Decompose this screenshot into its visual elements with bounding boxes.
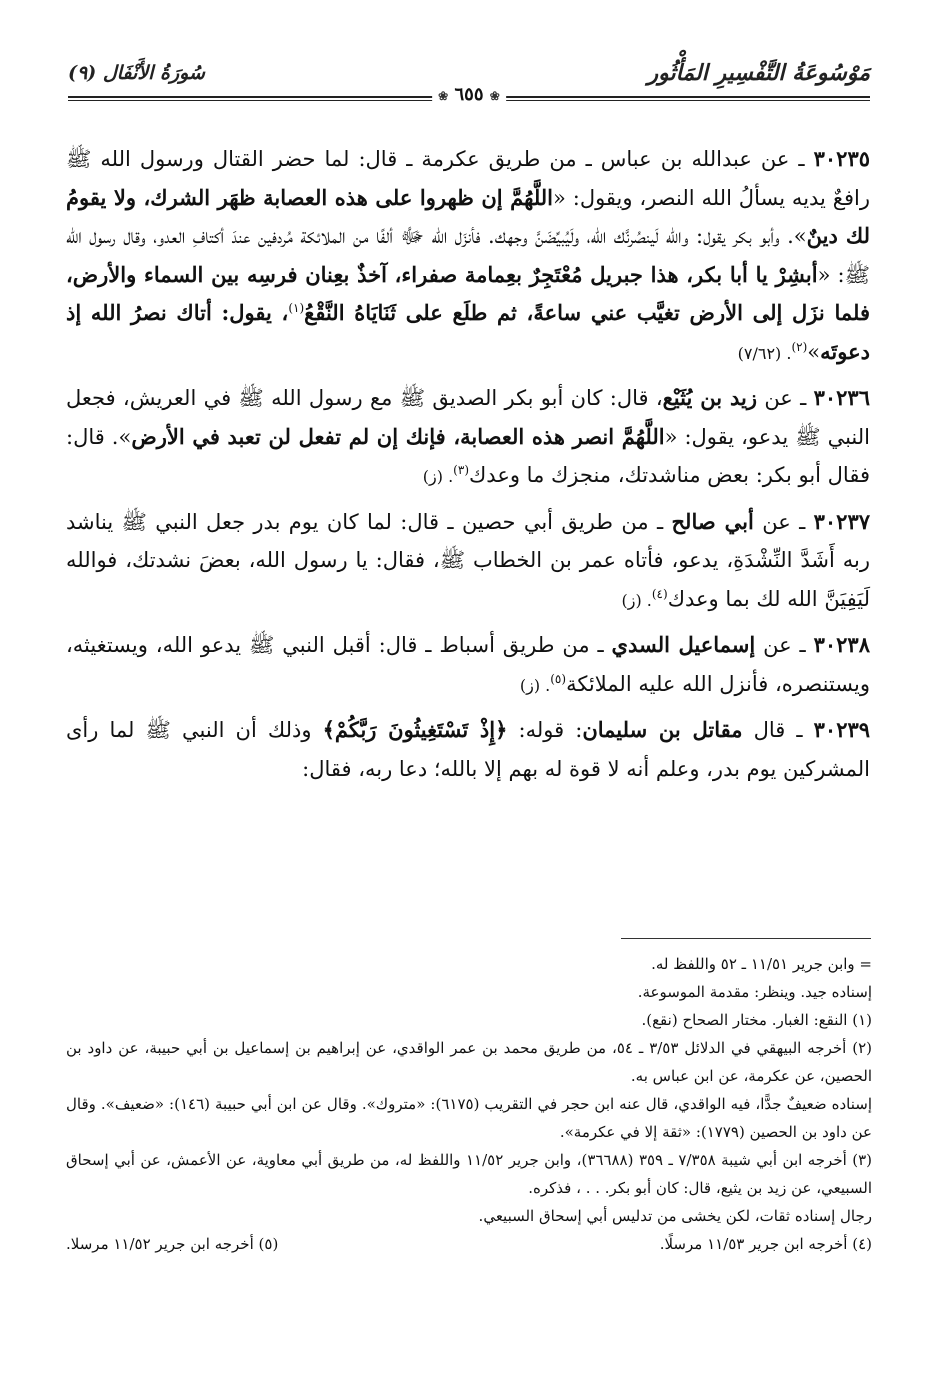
footnote-1: (١) النقع: الغبار. مختار الصحاح (نقع). xyxy=(641,1011,872,1029)
page-number: ٦٥٥ xyxy=(454,84,484,105)
quran-verse: ﴿إِذْ تَسْتَغِيثُونَ رَبَّكُمْ﴾ xyxy=(322,717,508,742)
volume-reference: . (ز) xyxy=(422,467,454,486)
book-title: مَوْسُوعَةُ التَّفْسِيرِ المَأْثُور xyxy=(647,60,870,86)
quote-text: اللَّهُمَّ إن ظهروا على هذه العصابة ظهَر الشرك، ولا يقومُ لك دينٌ xyxy=(66,184,870,248)
quote-text: اللَّهُمَّ انصر هذه العصابة، فإنك إن لم تفعل لن تعبد في الأرض xyxy=(131,423,665,449)
footnote-5: (٥) أخرجه ابن جرير ١١/٥٢ مرسلا. xyxy=(66,1235,279,1253)
hadith-paragraph xyxy=(66,140,870,373)
surah-title: سُورَةُ الأَنْفَال (٩) xyxy=(68,62,205,84)
footnote-3: (٣) أخرجه ابن أبي شيبة ٧/٣٥٨ ـ ٣٥٩ (٣٦٦٨٨)، وابن جرير ١١/٥٢ واللفظ له، من طريق أبي معاوية، عن الأعمش، عن أبي إسحاق السبيعي، عن زيد بن يثيع، قال: كان أبو بكر. . . ، فذكره. xyxy=(66,1151,872,1197)
ornament-icon: ❀ xyxy=(489,89,500,103)
footnotes xyxy=(66,950,872,1258)
text-segment: ـ عن عبدالله بن عباس ـ من طريق عكرمة ـ قال: لما حضر القتال ورسول الله ﷺ رافعٌ يديه يسألُ الله النصر، ويقول: « xyxy=(66,147,870,210)
hadith-number: ٣٠٢٣٧ xyxy=(813,508,871,534)
footnote-continuation: إسناده جيد. وينظر: مقدمة الموسوعة. xyxy=(637,983,872,1001)
text-segment: ـ عن xyxy=(755,633,814,657)
footnote-marker: (٢) xyxy=(791,339,808,354)
quote-text: أبشِرْ يا أبا بكر، هذا جبريل مُعْتَجِرٌ بعِمامة صفراء، آخذٌ بعِنان فرسِه بين السماء والأرض، فلما نزَل إلى الأرض تغيَّب عني ساعةً، ثم طلَع على ثَنَايَاهُ النَّقْعُ xyxy=(66,261,870,325)
narrator-name: زيد بن يُثَيْع xyxy=(662,385,758,410)
text-segment: ». قال: فقال أبو بكر: بعض مناشدتك، منجزك ما وعدك xyxy=(66,424,870,487)
hadith-paragraph xyxy=(66,503,870,621)
text-segment: ـ عن xyxy=(757,386,814,410)
main-text xyxy=(66,140,870,794)
hadith-paragraph xyxy=(66,711,870,788)
text-segment: ـ قال xyxy=(742,718,814,742)
hadith-number: ٣٠٢٣٩ xyxy=(813,717,871,742)
text-segment: ، قال: كان أبو بكر الصديق ﷺ مع رسول الله ﷺ في العريش، فجعل النبي ﷺ يدعو، يقول: « xyxy=(66,386,870,449)
hadith-paragraph xyxy=(66,379,870,497)
text-segment: ». وأبو بكر يقول: والله لَينصُرنَّك الله، ولَيُبيِّضَنَّ وجهك. فأنزَل الله ﷻ ألفًا من الملائكة مُردفين عندَ أكتافِ العدو، وقال رسول الله ﷺ: « xyxy=(66,224,870,287)
text-segment: » xyxy=(807,339,821,364)
volume-reference: . (٧/٦٢) xyxy=(737,343,792,363)
footnote-marker: (١) xyxy=(288,301,305,315)
hadith-number: ٣٠٢٣٥ xyxy=(813,146,871,171)
footnote-4: (٤) أخرجه ابن جرير ١١/٥٣ مرسلًا. xyxy=(659,1235,872,1253)
volume-reference: . (ز) xyxy=(519,675,551,695)
footnote-3-grading: رجال إسناده ثقات، لكن يخشى من تدليس أبي إسحاق السبيعي. xyxy=(478,1207,872,1225)
narrator-name: مقاتل بن سليمان xyxy=(582,717,743,742)
hadith-number: ٣٠٢٣٦ xyxy=(813,385,870,410)
footnote-row xyxy=(66,1230,872,1258)
hadith-number: ٣٠٢٣٨ xyxy=(813,632,870,657)
footnote-marker: (٣) xyxy=(453,463,469,477)
footnote-separator xyxy=(621,938,871,939)
footnote-marker: (٤) xyxy=(651,586,668,601)
running-header xyxy=(68,58,870,114)
text-segment: : قوله: xyxy=(507,718,583,742)
page-number-box xyxy=(432,84,506,105)
hadith-paragraph xyxy=(66,626,870,705)
footnote-marker: (٥) xyxy=(550,671,567,686)
quote-text: ، يقول: أتاك نصرُ الله إذ دعوتَه xyxy=(66,300,870,364)
volume-reference: . (ز) xyxy=(621,590,652,610)
narrator-name: أبي صالح xyxy=(671,508,754,534)
narrator-name: إسماعيل السدي xyxy=(611,632,756,657)
text-segment: وذلك أن النبي ﷺ لما رأى المشركين يوم بدر، وعلم أنه لا قوة له بهم إلا بالله؛ دعا ربه، فقال: xyxy=(66,718,870,781)
footnote-continuation: = وابن جرير ١١/٥١ ـ ٥٢ واللفظ له. xyxy=(651,955,872,973)
footnote-2: (٢) أخرجه البيهقي في الدلائل ٣/٥٣ ـ ٥٤، من طريق محمد بن عمر الواقدي، عن إبراهيم بن إسماعيل بن أبي حبيبة، عن داود بن الحصين، عن عكرمة، عن ابن عباس به. xyxy=(66,1039,872,1085)
ornament-icon: ❀ xyxy=(438,89,449,103)
footnote-2-grading: إسناده ضعيفٌ جدًّا، فيه الواقدي، قال عنه ابن حجر في التقريب (٦١٧٥): «متروك». وقال عن ابن أبي حبيبة (١٤٦): «ضعيف». وقال عن داود بن الحصين (١٧٧٩): «ثقة إلا في عكرمة». xyxy=(66,1095,872,1141)
text-segment: ـ من طريق أسباط ـ قال: أقبل النبي ﷺ يدعو الله، ويستغيثه، ويستنصره، فأنزل الله عليه الملائكة xyxy=(66,633,870,696)
text-segment: ـ من طريق أبي حصين ـ قال: لما كان يوم بدر جعل النبي ﷺ يناشد ربه أَشَدَّ النِّشْدَةِ، يدعو، فأتاه عمر بن الخطاب ﷺ، فقال: يا رسول الله، بعضَ نشدتك، فوالله لَيَفِيَنَّ الله لك بما وعدك xyxy=(66,509,870,611)
text-segment: ـ عن xyxy=(753,509,814,534)
